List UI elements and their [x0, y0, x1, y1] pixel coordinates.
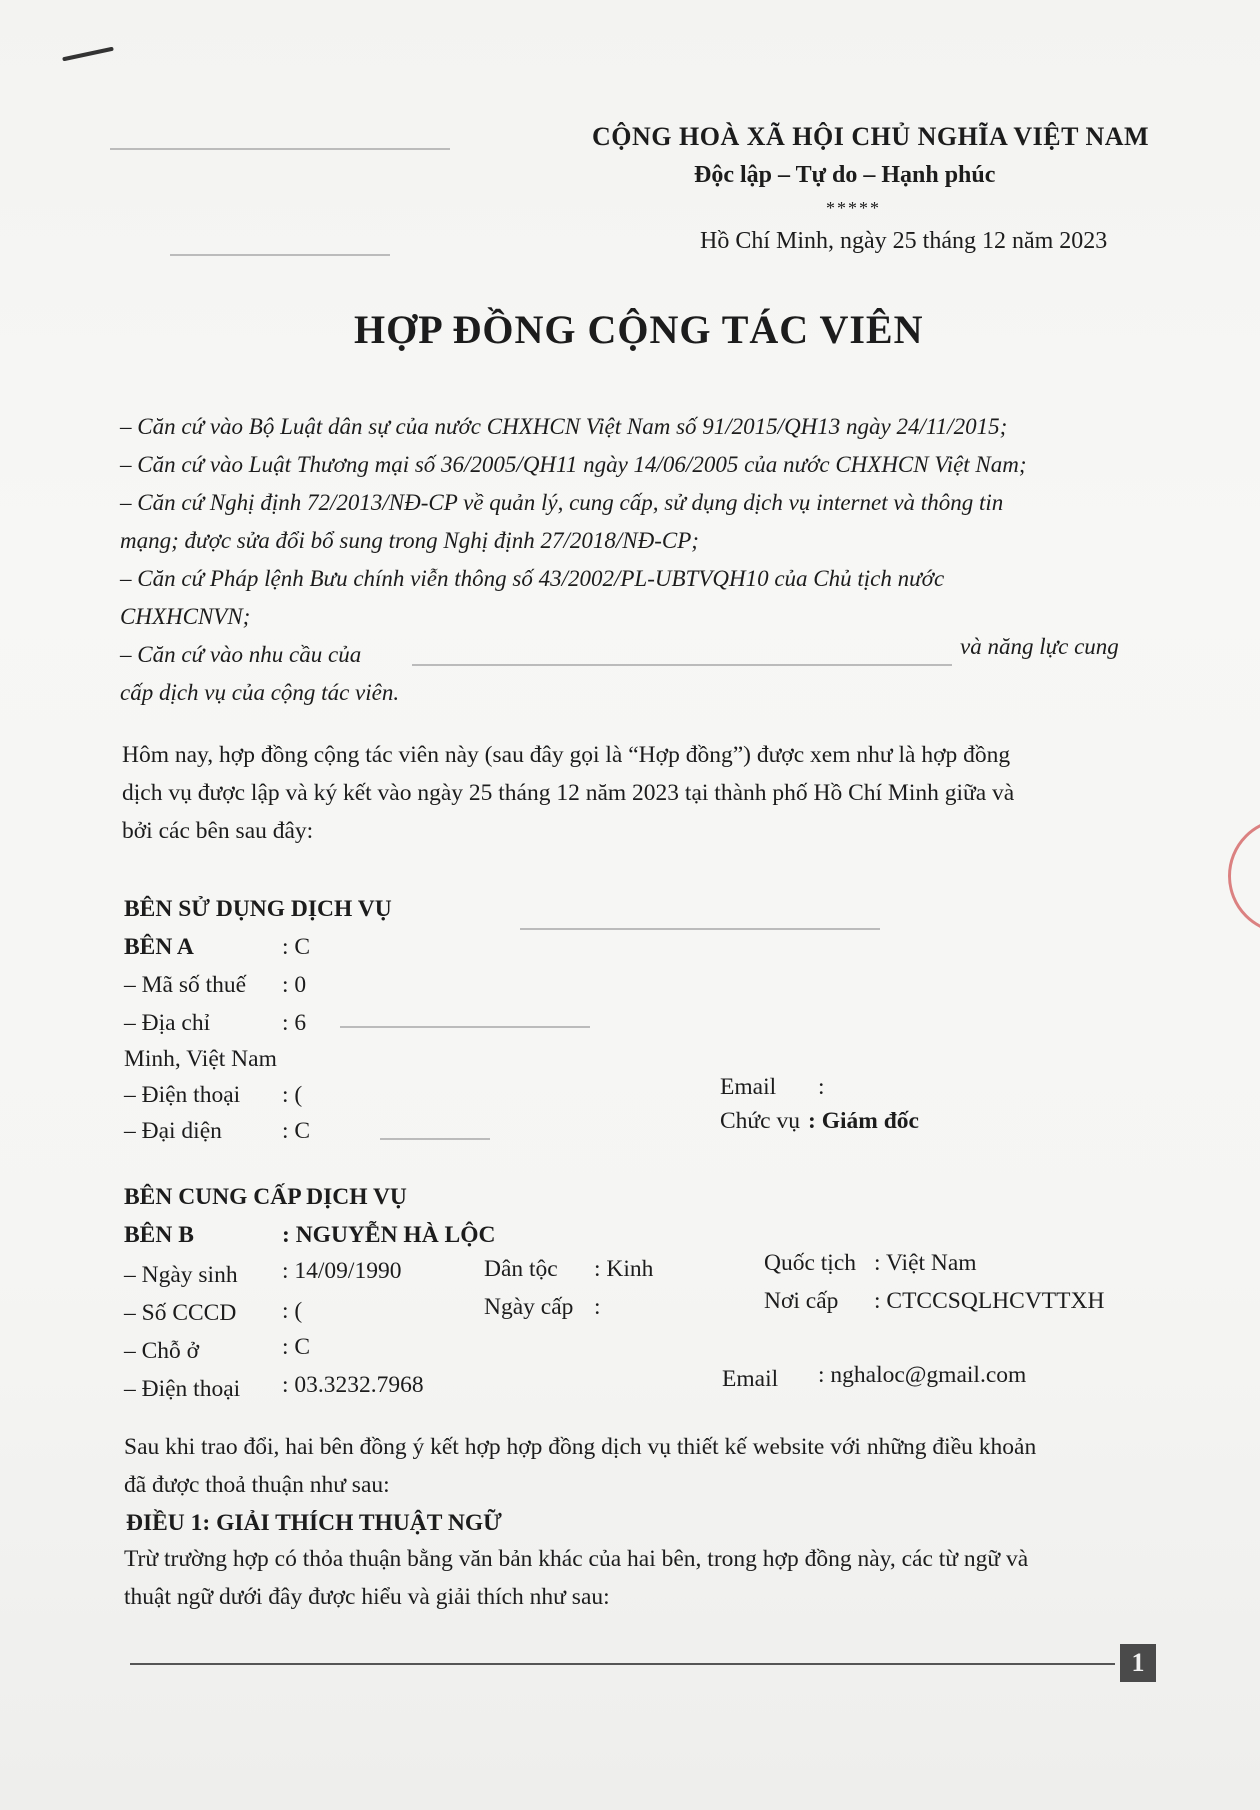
national-motto: Độc lập – Tự do – Hạnh phúc	[694, 162, 996, 188]
party-b-residence-value: : C	[282, 1334, 311, 1360]
party-b-nationality-label: Quốc tịch	[764, 1250, 857, 1276]
party-b-ethnic-label: Dân tộc	[484, 1256, 558, 1282]
party-a-phone-label: – Điện thoại	[124, 1082, 241, 1108]
party-b-issue-date-value: :	[594, 1294, 601, 1320]
party-b-ethnic-value: : Kinh	[594, 1256, 654, 1282]
party-b-name: : NGUYỄN HÀ LỘC	[282, 1222, 496, 1248]
party-a-position-label: Chức vụ	[720, 1108, 800, 1134]
agreement-line-2: đã được thoả thuận như sau:	[124, 1472, 390, 1498]
pen-mark	[62, 47, 114, 62]
redacted-number-line	[170, 254, 390, 256]
party-b-email-value: : nghaloc@gmail.com	[818, 1362, 1027, 1388]
party-a-address-label: – Địa chỉ	[124, 1010, 211, 1036]
party-a-tax-value: : 0	[282, 972, 307, 998]
party-b-id-label: – Số CCCD	[124, 1300, 237, 1326]
article-1-line-2: thuật ngữ dưới đây được hiểu và giải thích như sau:	[124, 1584, 610, 1610]
party-a-phone-value: : (	[282, 1082, 303, 1108]
party-a-email-label: Email	[720, 1074, 777, 1100]
intro-line-3: bởi các bên sau đây:	[122, 818, 314, 844]
red-stamp	[1228, 818, 1260, 934]
party-a-position-value: : Giám đốc	[808, 1108, 919, 1134]
party-b-dob-value: : 14/09/1990	[282, 1258, 402, 1284]
basis-decree-72-cont: mạng; được sửa đổi bổ sung trong Nghị định 27/2018/NĐ-CP;	[120, 528, 699, 553]
party-b-email-label: Email	[722, 1366, 779, 1392]
agreement-line-1: Sau khi trao đổi, hai bên đồng ý kết hợp hợp đồng dịch vụ thiết kế website với những điều khoản	[124, 1434, 1037, 1460]
basis-needs: – Căn cứ vào nhu cầu của	[120, 642, 362, 667]
party-b-dob-label: – Ngày sinh	[124, 1262, 238, 1288]
party-a-email-value: :	[818, 1074, 825, 1100]
party-b-label: BÊN B	[124, 1222, 194, 1248]
article-1-heading: ĐIỀU 1: GIẢI THÍCH THUẬT NGỮ	[126, 1510, 502, 1536]
party-a-address-value: : 6	[282, 1010, 307, 1036]
intro-line-1: Hôm nay, hợp đồng cộng tác viên này (sau đây gọi là “Hợp đồng”) được xem như là hợp đồng	[122, 742, 1011, 768]
basis-needs-cont: cấp dịch vụ của cộng tác viên.	[120, 680, 400, 705]
redacted-needs-line	[412, 664, 952, 666]
party-b-issue-place-value: : CTCCSQLHCVTTXH	[874, 1288, 1105, 1314]
party-a-name-value: : C	[282, 934, 311, 960]
basis-needs-tail: và năng lực cung	[960, 634, 1119, 659]
party-a-address-cont: Minh, Việt Nam	[124, 1046, 277, 1072]
motto-stars: *****	[826, 198, 881, 218]
party-b-issue-place-label: Nơi cấp	[764, 1288, 839, 1314]
party-b-nationality-value: : Việt Nam	[874, 1250, 977, 1276]
party-a-label: BÊN A	[124, 934, 194, 960]
redacted-party-a-representative	[380, 1138, 490, 1140]
party-b-heading: BÊN CUNG CẤP DỊCH VỤ	[124, 1184, 407, 1210]
redacted-party-a-name	[520, 928, 880, 930]
basis-ordinance-cont: CHXHCNVN;	[120, 604, 251, 629]
party-b-issue-date-label: Ngày cấp	[484, 1294, 574, 1320]
national-title: CỘNG HOÀ XÃ HỘI CHỦ NGHĨA VIỆT NAM	[592, 122, 1150, 151]
party-b-id-value: : (	[282, 1298, 303, 1324]
party-a-heading: BÊN SỬ DỤNG DỊCH VỤ	[124, 896, 392, 922]
redacted-company-line	[110, 148, 450, 150]
party-b-residence-label: – Chỗ ở	[124, 1338, 200, 1364]
party-a-tax-label: – Mã số thuế	[124, 972, 247, 998]
document-title: HỢP ĐỒNG CỘNG TÁC VIÊN	[354, 307, 924, 352]
basis-decree-72: – Căn cứ Nghị định 72/2013/NĐ-CP về quản lý, cung cấp, sử dụng dịch vụ internet và thông tin	[120, 490, 1004, 515]
document-date: Hồ Chí Minh, ngày 25 tháng 12 năm 2023	[700, 228, 1108, 254]
party-b-phone-value: : 03.3232.7968	[282, 1372, 424, 1398]
basis-civil-code: – Căn cứ vào Bộ Luật dân sự của nước CHXHCN Việt Nam số 91/2015/QH13 ngày 24/11/2015;	[120, 414, 1008, 439]
basis-commercial-law: – Căn cứ vào Luật Thương mại số 36/2005/QH11 ngày 14/06/2005 của nước CHXHCN Việt Nam;	[120, 452, 1027, 477]
party-b-phone-label: – Điện thoại	[124, 1376, 241, 1402]
article-1-line-1: Trừ trường hợp có thỏa thuận bằng văn bản khác của hai bên, trong hợp đồng này, các từ ngữ và	[124, 1546, 1029, 1572]
page-number: 1	[1120, 1644, 1156, 1682]
basis-ordinance: – Căn cứ Pháp lệnh Bưu chính viễn thông số 43/2002/PL-UBTVQH10 của Chủ tịch nước	[120, 566, 945, 591]
footer-rule	[130, 1663, 1115, 1665]
party-a-representative-label: – Đại diện	[124, 1118, 222, 1144]
party-a-representative-value: : C	[282, 1118, 311, 1144]
intro-line-2: dịch vụ được lập và ký kết vào ngày 25 tháng 12 năm 2023 tại thành phố Hồ Chí Minh giữa và	[122, 780, 1015, 806]
redacted-party-a-address	[340, 1026, 590, 1028]
